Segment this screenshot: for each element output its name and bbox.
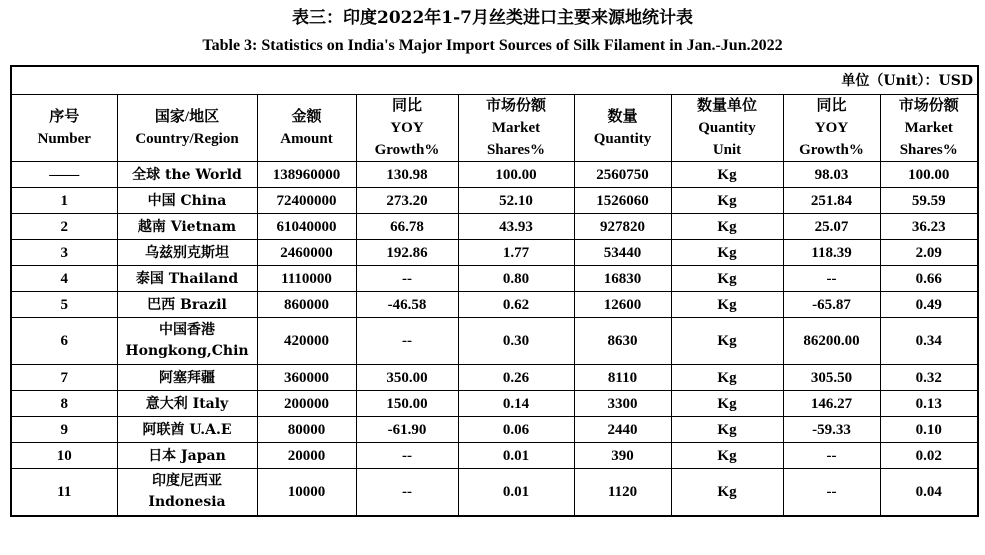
- cell-qty-yoy: --: [783, 443, 880, 469]
- cell-quantity: 53440: [574, 240, 671, 266]
- header-yoy-en2: Growth%: [374, 142, 440, 158]
- cell-qty-share: 36.23: [880, 214, 978, 240]
- cell-amount: 61040000: [257, 214, 356, 240]
- header-number-zh: 序号: [49, 109, 80, 125]
- cell-region: 全球 the World: [117, 162, 257, 188]
- cell-share: 0.14: [458, 391, 574, 417]
- cell-quantity-unit: Kg: [671, 443, 783, 469]
- cell-number: 5: [11, 292, 117, 318]
- cell-share: 0.06: [458, 417, 574, 443]
- cell-qty-share: 0.13: [880, 391, 978, 417]
- cell-amount: 2460000: [257, 240, 356, 266]
- cell-qty-yoy: 86200.00: [783, 318, 880, 365]
- cell-yoy: --: [356, 443, 458, 469]
- cell-qty-yoy: --: [783, 469, 880, 517]
- cell-quantity: 12600: [574, 292, 671, 318]
- cell-number: 3: [11, 240, 117, 266]
- header-quantity-unit: [671, 95, 783, 162]
- cell-yoy: 130.98: [356, 162, 458, 188]
- table-row: [11, 240, 978, 266]
- table-title-english: Table 3: Statistics on India's Major Import Sources of Silk Filament in Jan.-Jun.2022: [202, 37, 783, 54]
- header-share-en2: Shares%: [486, 142, 546, 158]
- cell-qty-yoy: -59.33: [783, 417, 880, 443]
- cell-quantity-unit: Kg: [671, 188, 783, 214]
- cell-quantity: 390: [574, 443, 671, 469]
- cell-share: 52.10: [458, 188, 574, 214]
- cell-quantity: 8630: [574, 318, 671, 365]
- cell-quantity-unit: Kg: [671, 162, 783, 188]
- cell-region: 日本 Japan: [117, 443, 257, 469]
- cell-number: ——: [11, 162, 117, 188]
- cell-region: 阿塞拜疆: [117, 365, 257, 391]
- header-region: [117, 95, 257, 162]
- cell-amount: 72400000: [257, 188, 356, 214]
- header-quantity-unit-en2: Unit: [712, 142, 742, 158]
- cell-share: 43.93: [458, 214, 574, 240]
- table-row: [11, 443, 978, 469]
- table-row: [11, 214, 978, 240]
- header-qty-share: [880, 95, 978, 162]
- cell-qty-share: 0.32: [880, 365, 978, 391]
- table-row: [11, 365, 978, 391]
- cell-number: 4: [11, 266, 117, 292]
- cell-qty-yoy: 146.27: [783, 391, 880, 417]
- cell-region: 意大利 Italy: [117, 391, 257, 417]
- cell-amount: 420000: [257, 318, 356, 365]
- cell-quantity: 927820: [574, 214, 671, 240]
- cell-share: 0.62: [458, 292, 574, 318]
- cell-region: [117, 469, 257, 517]
- unit-note: 单位（Unit）：USD: [11, 66, 978, 95]
- header-qty-share-en: Market: [904, 120, 953, 136]
- cell-qty-yoy: --: [783, 266, 880, 292]
- header-number: [11, 95, 117, 162]
- header-yoy-en: YOY: [390, 120, 424, 136]
- cell-quantity-unit: Kg: [671, 292, 783, 318]
- table-row: [11, 417, 978, 443]
- cell-qty-share: 2.09: [880, 240, 978, 266]
- cell-number: 8: [11, 391, 117, 417]
- cell-qty-yoy: 251.84: [783, 188, 880, 214]
- cell-quantity: 8110: [574, 365, 671, 391]
- cell-share: 0.26: [458, 365, 574, 391]
- cell-quantity-unit: Kg: [671, 365, 783, 391]
- cell-qty-share: 0.34: [880, 318, 978, 365]
- header-amount-zh: 金额: [291, 109, 322, 125]
- cell-quantity: 2560750: [574, 162, 671, 188]
- cell-yoy: -46.58: [356, 292, 458, 318]
- cell-quantity: 16830: [574, 266, 671, 292]
- cell-yoy: 192.86: [356, 240, 458, 266]
- cell-number: 2: [11, 214, 117, 240]
- cell-quantity-unit: Kg: [671, 469, 783, 517]
- cell-qty-share: 100.00: [880, 162, 978, 188]
- header-number-en: Number: [37, 131, 91, 147]
- cell-region: 越南 Vietnam: [117, 214, 257, 240]
- table-row: [11, 318, 978, 365]
- cell-amount: 10000: [257, 469, 356, 517]
- cell-qty-yoy: 305.50: [783, 365, 880, 391]
- cell-share: 0.01: [458, 443, 574, 469]
- cell-yoy: -61.90: [356, 417, 458, 443]
- cell-region-zh: 印度尼西亚: [152, 473, 222, 489]
- cell-region: [117, 318, 257, 365]
- cell-yoy: 150.00: [356, 391, 458, 417]
- cell-qty-share: 0.10: [880, 417, 978, 443]
- cell-share: 0.30: [458, 318, 574, 365]
- table-title-chinese: 表三：印度2022年1-7月丝类进口主要来源地统计表: [291, 8, 694, 28]
- table-row: [11, 266, 978, 292]
- header-region-zh: 国家/地区: [154, 109, 220, 125]
- header-quantity-unit-zh: 数量单位: [696, 98, 757, 114]
- cell-region: 泰国 Thailand: [117, 266, 257, 292]
- cell-qty-yoy: 25.07: [783, 214, 880, 240]
- cell-qty-yoy: 118.39: [783, 240, 880, 266]
- cell-yoy: 273.20: [356, 188, 458, 214]
- cell-region-en: Indonesia: [148, 494, 226, 510]
- cell-share: 1.77: [458, 240, 574, 266]
- header-yoy: [356, 95, 458, 162]
- cell-region: 巴西 Brazil: [117, 292, 257, 318]
- table-row: [11, 469, 978, 517]
- cell-qty-yoy: -65.87: [783, 292, 880, 318]
- cell-quantity-unit: Kg: [671, 417, 783, 443]
- cell-share: 0.80: [458, 266, 574, 292]
- cell-quantity: 1526060: [574, 188, 671, 214]
- cell-amount: 138960000: [257, 162, 356, 188]
- table-row: [11, 162, 978, 188]
- header-quantity-zh: 数量: [607, 109, 638, 125]
- cell-number: 1: [11, 188, 117, 214]
- header-qty-share-en2: Shares%: [899, 142, 958, 158]
- cell-yoy: 350.00: [356, 365, 458, 391]
- header-share: [458, 95, 574, 162]
- header-amount-en: Amount: [280, 131, 333, 147]
- cell-number: 7: [11, 365, 117, 391]
- cell-qty-share: 0.49: [880, 292, 978, 318]
- header-share-zh: 市场份额: [485, 98, 546, 114]
- cell-region: 乌兹别克斯坦: [117, 240, 257, 266]
- cell-qty-yoy: 98.03: [783, 162, 880, 188]
- header-quantity-unit-en: Quantity: [698, 120, 756, 136]
- table-row: [11, 391, 978, 417]
- cell-amount: 860000: [257, 292, 356, 318]
- cell-amount: 1110000: [257, 266, 356, 292]
- cell-quantity-unit: Kg: [671, 240, 783, 266]
- header-qty-yoy-zh: 同比: [816, 98, 847, 114]
- cell-quantity-unit: Kg: [671, 318, 783, 365]
- cell-region-en: Hongkong,Chin: [125, 343, 249, 359]
- table-row: [11, 292, 978, 318]
- cell-number: 9: [11, 417, 117, 443]
- cell-region: 阿联酋 U.A.E: [117, 417, 257, 443]
- cell-quantity-unit: Kg: [671, 391, 783, 417]
- cell-amount: 200000: [257, 391, 356, 417]
- header-row: [11, 95, 978, 162]
- cell-quantity-unit: Kg: [671, 266, 783, 292]
- header-yoy-zh: 同比: [391, 98, 422, 114]
- cell-qty-share: 0.04: [880, 469, 978, 517]
- cell-number: 6: [11, 318, 117, 365]
- header-quantity: [574, 95, 671, 162]
- header-quantity-en: Quantity: [593, 131, 652, 147]
- cell-qty-share: 0.02: [880, 443, 978, 469]
- header-qty-share-zh: 市场份额: [898, 98, 959, 114]
- cell-amount: 360000: [257, 365, 356, 391]
- unit-row: [11, 66, 978, 95]
- import-sources-table: [10, 65, 979, 517]
- header-qty-yoy-en: YOY: [814, 120, 849, 136]
- cell-amount: 20000: [257, 443, 356, 469]
- cell-yoy: --: [356, 318, 458, 365]
- table-row: [11, 188, 978, 214]
- cell-region: 中国 China: [117, 188, 257, 214]
- cell-number: 11: [11, 469, 117, 517]
- header-region-en: Country/Region: [135, 131, 239, 147]
- cell-quantity: 2440: [574, 417, 671, 443]
- header-amount: [257, 95, 356, 162]
- cell-quantity: 3300: [574, 391, 671, 417]
- cell-amount: 80000: [257, 417, 356, 443]
- cell-region-zh: 中国香港: [159, 322, 215, 338]
- cell-qty-share: 59.59: [880, 188, 978, 214]
- cell-quantity: 1120: [574, 469, 671, 517]
- cell-number: 10: [11, 443, 117, 469]
- header-share-en: Market: [491, 120, 541, 136]
- cell-quantity-unit: Kg: [671, 214, 783, 240]
- cell-yoy: --: [356, 266, 458, 292]
- header-qty-yoy-en2: Growth%: [799, 142, 864, 158]
- header-qty-yoy: [783, 95, 880, 162]
- cell-share: 100.00: [458, 162, 574, 188]
- cell-share: 0.01: [458, 469, 574, 517]
- cell-yoy: 66.78: [356, 214, 458, 240]
- cell-yoy: --: [356, 469, 458, 517]
- cell-qty-share: 0.66: [880, 266, 978, 292]
